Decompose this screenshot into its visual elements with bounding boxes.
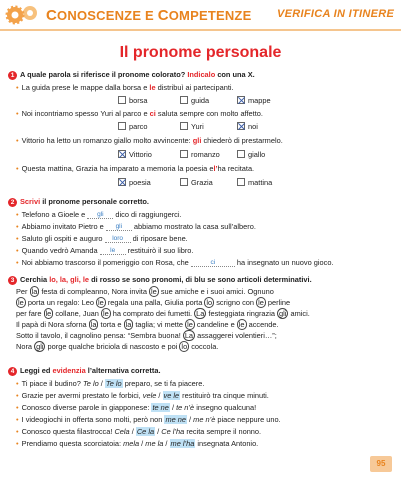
paragraph-text: ha comprato dei fumetti.	[110, 309, 195, 318]
item-text: Grazie per avermi prestato le forbici,	[21, 391, 143, 400]
paragraph-text: Nora	[16, 342, 35, 351]
highlighted-option[interactable]: ve le	[163, 391, 180, 400]
item-text: insegno qualcuna!	[194, 403, 257, 412]
item-text: /	[129, 427, 136, 436]
item-text: /	[186, 415, 194, 424]
checkbox-checked[interactable]	[237, 122, 245, 130]
header-divider	[0, 29, 401, 31]
checkbox[interactable]	[237, 178, 245, 186]
paragraph-text: candeline e	[194, 320, 237, 329]
paragraph-text: festa di compleanno, Nora invita	[39, 287, 150, 296]
item-text: Conosco diverse parole in giapponese:	[21, 403, 152, 412]
answer-blank[interactable]: ci	[191, 259, 235, 267]
s1-option-yuri[interactable]: Yuri	[180, 122, 204, 132]
bullet-dot: •	[16, 391, 19, 400]
item-text: insegnata Antonio.	[195, 439, 259, 448]
answer-blank[interactable]: loro	[105, 235, 131, 243]
paragraph-line	[16, 287, 396, 298]
paragraph-line	[16, 309, 396, 320]
paragraph-text: Sotto il tavolo, il cagnolino pensa: “Sembra buona!	[16, 331, 183, 340]
s2-item-4: • Quando vedrò Amanda le restituirò il suo libro.	[16, 246, 194, 255]
circled-word[interactable]: le	[18, 298, 24, 307]
checkbox[interactable]	[118, 96, 126, 104]
item-text: Conosco questa filastrocca!	[21, 427, 115, 436]
circled-word[interactable]: lo	[181, 342, 188, 351]
item-text: /	[98, 379, 105, 388]
option[interactable]: vele	[142, 391, 157, 400]
item-text: recita sempre il nonno.	[184, 427, 262, 436]
s2-item-2: • Abbiamo invitato Pietro e gli abbiamo mostrato la casa sull’albero.	[16, 222, 256, 231]
option[interactable]: Ce l’ha	[161, 427, 185, 436]
s2-item-1: • Telefono a Gioele e gli dico di raggiungerci.	[16, 210, 182, 219]
s4-item	[16, 391, 269, 401]
paragraph-line	[16, 320, 396, 331]
s1-option-mappe[interactable]: mappe	[237, 96, 271, 106]
s1-option-grazia[interactable]: Grazia	[180, 178, 213, 188]
paragraph-text: accende.	[246, 320, 279, 329]
circled-word[interactable]: le	[187, 320, 193, 329]
s1-item-2: • Noi incontriamo spesso Yuri al parco e ci saluta sempre con molto affetto.	[16, 109, 263, 118]
highlighted-option[interactable]: Ce la	[136, 427, 155, 436]
s1-option-poesia[interactable]: poesia	[118, 178, 151, 188]
section-2-question: 2 Scrivi il pronome personale corretto.	[8, 197, 393, 207]
item-text: Prendiamo questa scorciatoia:	[21, 439, 124, 448]
option[interactable]: me la	[145, 439, 164, 448]
answer-blank[interactable]: gli	[87, 211, 113, 219]
checkbox[interactable]	[237, 150, 245, 158]
circled-word[interactable]: lo	[206, 298, 213, 307]
answer-blank[interactable]: le	[100, 247, 126, 255]
checkbox[interactable]	[180, 178, 188, 186]
s2-item-3: • Saluto gli ospiti e auguro loro di riposare bene.	[16, 234, 188, 243]
paragraph-text: porge qualche briciola di nascosto e poi	[45, 342, 180, 351]
header-title: CONOSCENZE E COMPETENZE	[46, 7, 252, 24]
highlighted-option[interactable]: me ne	[165, 415, 186, 424]
item-text: /	[139, 439, 146, 448]
paragraph-text: scrigno con	[214, 298, 257, 307]
paragraph-text: porta un regalo: Leo	[25, 298, 97, 307]
circled-word[interactable]: La	[184, 331, 194, 340]
circled-word[interactable]: la	[31, 287, 38, 296]
s1-option-guida[interactable]: guida	[180, 96, 209, 106]
checkbox[interactable]	[180, 122, 188, 130]
header-subtitle: VERIFICA IN ITINERE	[277, 8, 395, 20]
paragraph-line	[16, 298, 396, 309]
bullet-dot: •	[16, 379, 19, 388]
paragraph-text: assaggerei volentieri…”;	[195, 331, 277, 340]
option[interactable]: Cela	[114, 427, 130, 436]
paragraph-text: festeggiata ringrazia	[206, 309, 278, 318]
paragraph-text: Il papà di Nora sforna	[16, 320, 89, 329]
circled-word[interactable]: le	[98, 298, 104, 307]
header	[0, 0, 401, 30]
bullet-dot: •	[16, 439, 19, 448]
highlighted-option[interactable]: te ne	[152, 403, 169, 412]
bullet-dot: •	[16, 427, 19, 436]
paragraph-text: perline	[265, 298, 291, 307]
checkbox-checked[interactable]	[118, 150, 126, 158]
paragraph-text: amici.	[288, 309, 310, 318]
item-text: /	[156, 391, 163, 400]
option[interactable]: mela	[123, 439, 140, 448]
item-text: /	[169, 403, 177, 412]
checkbox-checked[interactable]	[118, 178, 126, 186]
bullet-dot: •	[16, 415, 19, 424]
option[interactable]: Te lo	[82, 379, 99, 388]
s1-option-parco[interactable]: parco	[118, 122, 148, 132]
s1-option-giallo[interactable]: giallo	[237, 150, 265, 160]
s1-option-romanzo[interactable]: romanzo	[180, 150, 220, 160]
item-text: /	[163, 439, 170, 448]
circled-word[interactable]: le	[258, 298, 264, 307]
s1-option-vittorio[interactable]: Vittorio	[118, 150, 152, 160]
item-text: /	[155, 427, 162, 436]
item-text: I videogiochi in offerta sono molti, però non	[21, 415, 165, 424]
highlighted-option[interactable]: me l’ha	[170, 439, 195, 448]
paragraph-text: Per	[16, 287, 30, 296]
paragraph-text: torta e	[98, 320, 124, 329]
s2-item-5: • Noi abbiamo trascorso il pomeriggio con Rosa, che ci ha insegnato un nuovo gioco.	[16, 258, 334, 267]
bullet-dot: •	[16, 403, 19, 412]
gears-logo-icon	[4, 3, 42, 25]
circled-word[interactable]: le	[151, 287, 157, 296]
s1-item-3: • Vittorio ha letto un romanzo giallo molto avvincente: gli chiederò di prestarmelo.	[16, 136, 283, 145]
s1-option-borsa[interactable]: borsa	[118, 96, 148, 106]
paragraph-text: per fare	[16, 309, 44, 318]
checkbox[interactable]	[180, 150, 188, 158]
paragraph-text: coccola.	[189, 342, 219, 351]
s4-item	[16, 415, 281, 425]
item-text: Ti piace il budino?	[21, 379, 83, 388]
highlighted-option[interactable]: Te lo	[105, 379, 122, 388]
circled-word[interactable]: gli	[279, 309, 287, 318]
paragraph-line	[16, 342, 396, 353]
s1-item-1: • La guida prese le mappe dalla borsa e le distribuì ai partecipanti.	[16, 83, 234, 92]
checkbox-checked[interactable]	[237, 96, 245, 104]
s4-item	[16, 427, 261, 437]
s1-item-4: • Questa mattina, Grazia ha imparato a memoria la poesia el’ha recitata.	[16, 164, 255, 173]
circled-word[interactable]: la	[90, 320, 97, 329]
circled-word[interactable]: le	[45, 309, 52, 318]
s4-item	[16, 439, 258, 449]
s4-item	[16, 379, 204, 389]
answer-blank[interactable]: gli	[106, 223, 132, 231]
option[interactable]: me n’è	[193, 415, 216, 424]
paragraph-text: taglia; vi mette	[133, 320, 186, 329]
item-text: piace neppure uno.	[215, 415, 281, 424]
item-text: restituirò tra cinque minuti.	[180, 391, 269, 400]
s4-item	[16, 403, 256, 413]
option[interactable]: te n’è	[176, 403, 195, 412]
page-number: 95	[370, 456, 392, 472]
paragraph-text: sue amiche e i suoi amici. Ognuno	[158, 287, 274, 296]
paragraph-text: regala una palla, Giulia porta	[105, 298, 205, 307]
section-1-question: 1 A quale parola si riferisce il pronome colorato? Indicalo con una X.	[8, 70, 393, 80]
page-title: Il pronome personale	[119, 44, 282, 61]
s1-option-mattina[interactable]: mattina	[237, 178, 272, 188]
paragraph-text: collane, Juan	[53, 309, 101, 318]
s1-option-noi[interactable]: noi	[237, 122, 258, 132]
circled-word[interactable]: gli	[36, 342, 44, 351]
circled-word[interactable]: le	[238, 320, 245, 329]
circled-word[interactable]: la	[125, 320, 132, 329]
item-text: preparo, se ti fa piacere.	[122, 379, 205, 388]
paragraph-line	[16, 331, 396, 342]
section-3-question: 3 Cerchia lo, la, gli, le di rosso se sono pronomi, di blu se sono articoli determinativi.	[8, 275, 393, 285]
checkbox[interactable]	[180, 96, 188, 104]
section-4-question: 4 Leggi ed evidenzia l’alternativa corretta.	[8, 366, 393, 376]
circled-word[interactable]: le	[102, 309, 109, 318]
circled-word[interactable]: La	[196, 309, 205, 318]
checkbox[interactable]	[118, 122, 126, 130]
